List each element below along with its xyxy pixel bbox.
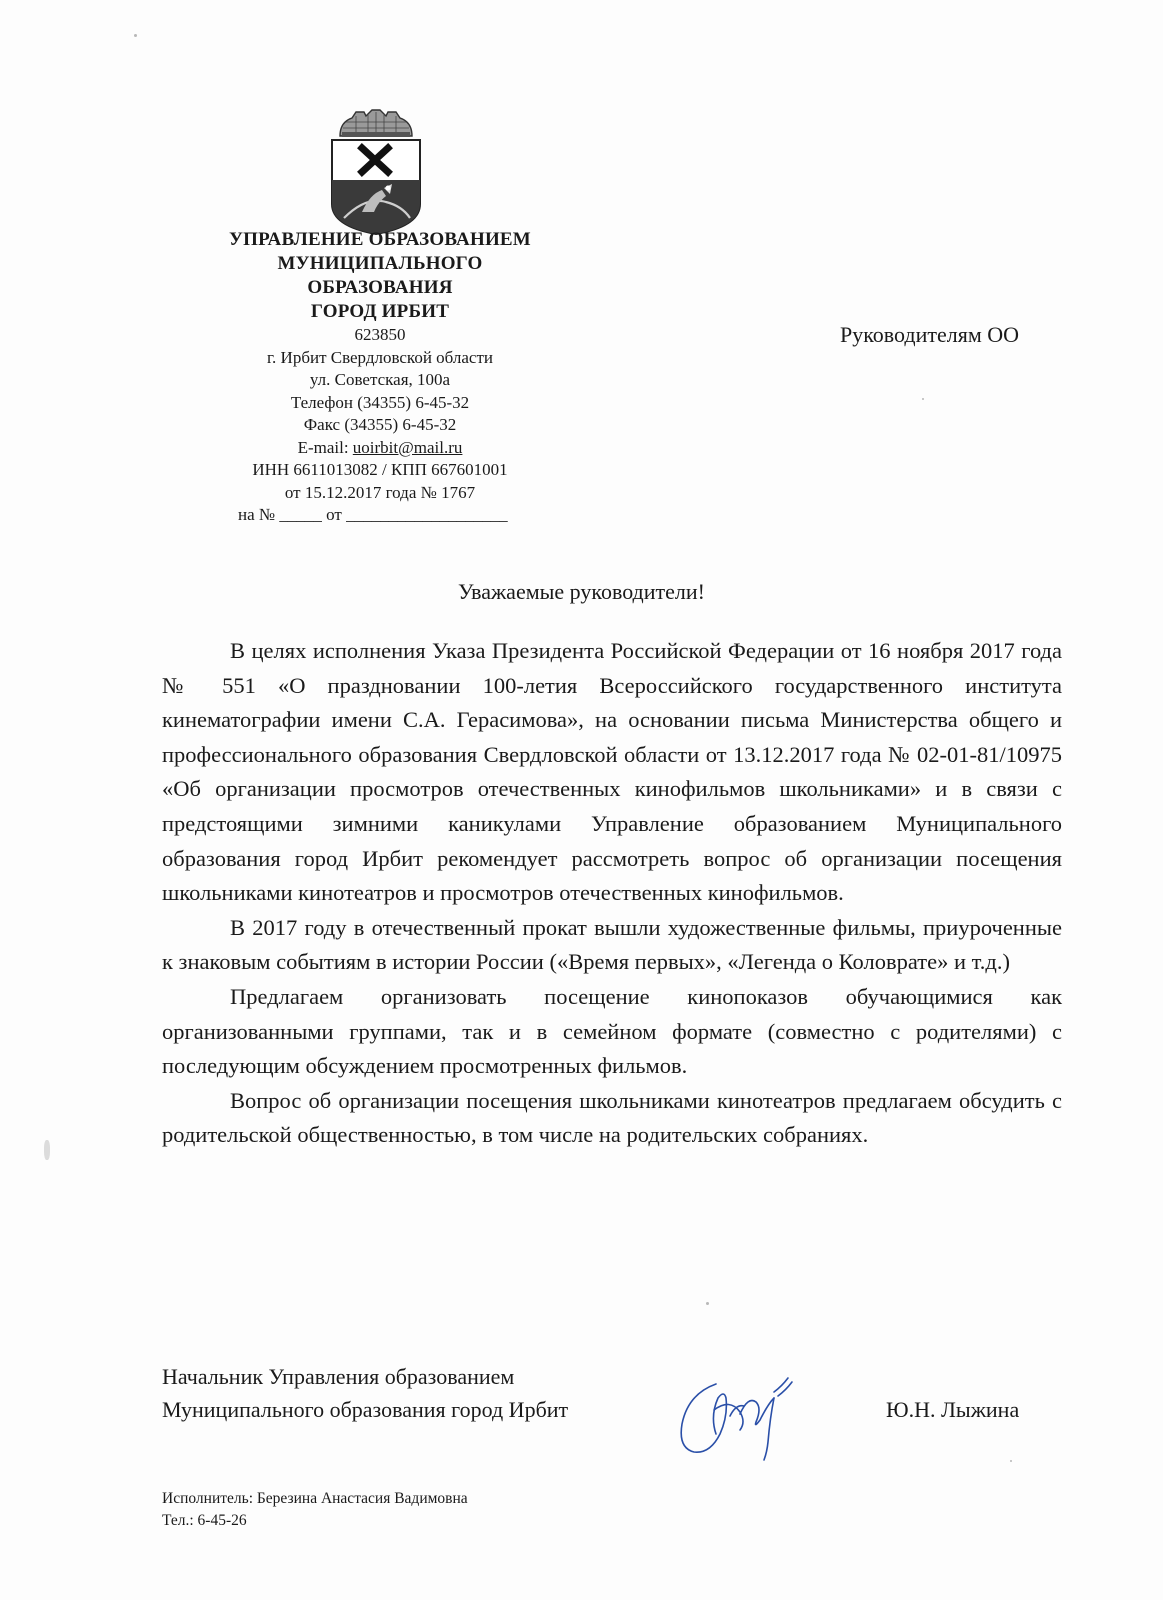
- scan-speck: [922, 398, 924, 400]
- body-paragraph-1: В целях исполнения Указа Президента Российской Федерации от 16 ноября 2017 года № 551 «О праздновании 100-летия Всероссийского государственного института кинематографии имени С.А. Герасимова», на основании письма Министерства общего и профессионального образования Свердловской области от 13.12.2017 года № 02-01-81/10975 «Об организации просмотров отечественных кинофильмов школьниками» и в связи с предстоящими зимними каникулами Управление образованием Муниципального образования город Ирбит рекомендует рассмотреть вопрос об организации посещения школьниками кинотеатров и просмотров отечественных кинофильмов.: [162, 638, 1062, 906]
- email-line: [190, 437, 570, 460]
- recipient: Руководителям ОО: [840, 322, 1020, 347]
- letter-body: [162, 634, 1062, 1153]
- salutation: Уважаемые руководители!: [458, 579, 705, 604]
- scan-speck: [706, 1302, 709, 1305]
- body-paragraph-2: В 2017 году в отечественный прокат вышли художественные фильмы, приуроченные к знаковым событиям в истории России («Время первых», «Легенда о Коловрате» и т.д.): [162, 914, 1062, 975]
- scan-speck: [134, 34, 137, 37]
- scan-speck: [1010, 1460, 1012, 1462]
- fax: Факс (34355) 6-45-32: [303, 415, 457, 434]
- org-name-line-4: ГОРОД ИРБИТ: [310, 301, 450, 322]
- executor-phone: Тел.: 6-45-26: [162, 1512, 247, 1529]
- executor-name: Исполнитель: Березина Анастасия Вадимовна: [162, 1490, 468, 1507]
- city: г. Ирбит Свердловской области: [266, 347, 494, 367]
- inn-kpp: ИНН 6611013082 / КПП 667601001: [252, 460, 508, 479]
- org-name-line-1: УПРАВЛЕНИЕ ОБРАЗОВАНИЕМ: [229, 229, 531, 250]
- postcode: 623850: [354, 325, 406, 344]
- org-name-line-3: ОБРАЗОВАНИЯ: [307, 277, 453, 298]
- scan-speck: [44, 1140, 50, 1160]
- body-paragraph-3: Предлагаем организовать посещение кинопоказов обучающимися как организованными группами, так и в семейном формате (совместно с родителями) с последующим обсуждением просмотренных фильмов.: [162, 983, 1062, 1079]
- signatory-name: Ю.Н. Лыжина: [886, 1397, 1020, 1422]
- street-address: ул. Советская, 100а: [309, 370, 451, 389]
- email-label: E-mail:: [297, 437, 353, 457]
- signatory-position-line-2: Муниципального образования город Ирбит: [162, 1397, 569, 1422]
- signatory-position: [162, 1360, 568, 1426]
- email-link[interactable]: uoirbit@mail.ru: [352, 437, 463, 457]
- handwritten-signature-icon: [670, 1368, 810, 1468]
- document-date-number: от 15.12.2017 года № 1767: [284, 482, 476, 502]
- sender-header: [190, 228, 570, 527]
- reply-reference: на № _____ от ___________________: [238, 505, 508, 524]
- irbit-coat-of-arms-icon: [326, 108, 426, 236]
- body-paragraph-4: Вопрос об организации посещения школьниками кинотеатров предлагаем обсудить с родительской общественностью, в том числе на родительских собраниях.: [162, 1087, 1062, 1148]
- org-name-line-2: МУНИЦИПАЛЬНОГО: [277, 253, 483, 274]
- signatory-position-line-1: Начальник Управления образованием: [162, 1364, 515, 1389]
- phone: Телефон (34355) 6-45-32: [290, 392, 470, 412]
- executor-info: [162, 1488, 468, 1532]
